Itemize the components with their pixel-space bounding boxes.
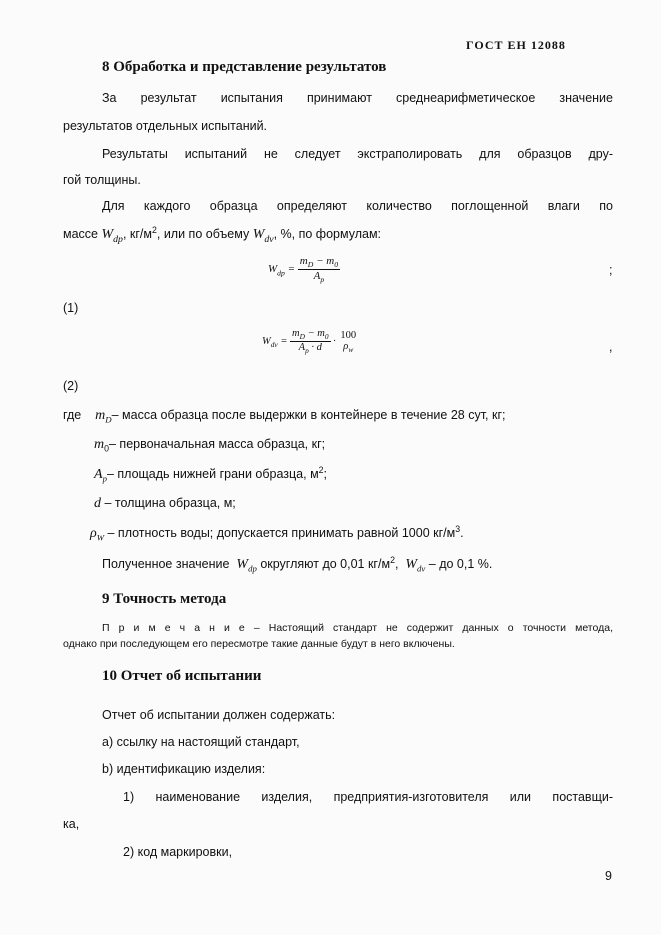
paragraph-3-line-2: массе $W_{dp}$, $кг/м^2$, или по объему $W_{dv}$, %, по формулам: <box>63 225 382 245</box>
standard-header: ГОСТ ЕН 12088 <box>466 38 566 52</box>
definition-md: где $m_D-$ масса образца после выдержки в контейнере в течение 28 сут, кг; <box>63 408 506 425</box>
formula-1-number: (1) <box>63 301 79 315</box>
formula-2: $W_{dv}$ = $\frac{m_D - m_0}{A_p \cdot d}$ · 100 $\rho_w$ <box>262 328 357 356</box>
formula-1-fraction: $\frac{m_D - m_0}{A_p}$ <box>299 255 339 285</box>
note-line-1: П р и м е ч а н и е – Настоящий стандарт не содержит данных о точности метода, <box>102 622 613 634</box>
report-intro: Отчет об испытании должен содержать: <box>102 708 336 722</box>
report-item-b1-line-2: ка, <box>63 817 80 831</box>
formula-2-fraction: $\frac{m_D - m_0}{A_p \cdot d}$ <box>292 328 329 356</box>
note-line-2: однако при последующем его пересмотре такие данные будут в него включены. <box>63 638 455 650</box>
paragraph-3-line-1: Для каждого образца определяют количество поглощенной влаги по <box>102 199 613 213</box>
section-9-title: 9 Точность метода <box>102 591 227 607</box>
rounding-paragraph: Полученное значение $W_{dp}$ округляют до 0,01 $кг/м^2$, $W_{dv}$ – до 0,1 %. <box>102 555 493 574</box>
formula-2-end: , <box>609 340 613 354</box>
definition-ap: $A_p-$ площадь нижней грани образца, $м^2$; <box>94 465 328 484</box>
report-item-b2: 2) код маркировки, <box>123 845 233 859</box>
section-10-title: 10 Отчет об испытании <box>102 668 262 684</box>
paragraph-1-line-2: результатов отдельных испытаний. <box>63 119 268 133</box>
paragraph-2-line-2: гой толщины. <box>63 173 141 187</box>
formula-1: $W_{dp}$ = $\frac{m_D - m_0}{A_p}$ <box>268 255 339 285</box>
report-item-b1-line-1: 1) наименование изделия, предприятия-изготовителя или поставщи- <box>123 790 613 804</box>
formula-1-end: ; <box>609 263 613 277</box>
definition-rho: $\rho_W$ – плотность воды; допускается принимать равной 1000 $кг/м^3$. <box>90 524 464 543</box>
definition-d: d – толщина образца, м; <box>94 496 236 511</box>
report-item-b: b) идентификацию изделия: <box>102 762 266 776</box>
definition-m0: $m_0-$ первоначальная масса образца, кг; <box>94 437 326 454</box>
formula-2-number: (2) <box>63 379 79 393</box>
formula-2-density-fraction: 100 $\rho_w$ <box>340 329 357 354</box>
report-item-a: а) ссылку на настоящий стандарт, <box>102 735 300 749</box>
section-8-title: 8 Обработка и представление результатов <box>102 59 387 75</box>
page-number: 9 <box>605 869 612 883</box>
paragraph-1-line-1: За результат испытания принимают среднеарифметическое значение <box>102 91 613 105</box>
paragraph-2-line-1: Результаты испытаний не следует экстраполировать для образцов дру- <box>102 147 613 161</box>
